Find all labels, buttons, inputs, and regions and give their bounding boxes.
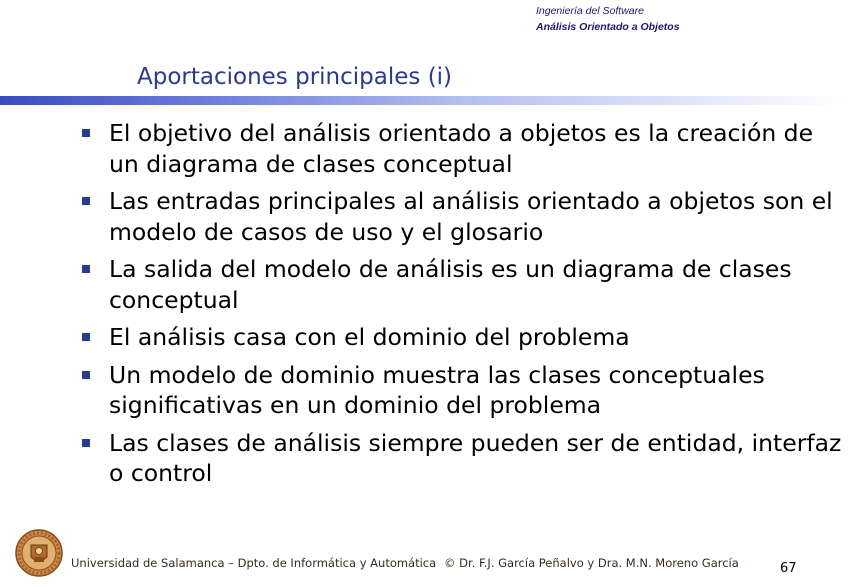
course-header	[536, 3, 680, 35]
bullet-list	[78, 118, 843, 496]
bullet-text: El análisis casa con el dominio del problema	[109, 323, 630, 351]
title-divider-bar	[0, 96, 848, 105]
bullet-item	[78, 360, 843, 421]
course-name: Ingeniería del Software	[536, 5, 644, 17]
bullet-text: Las clases de análisis siempre pueden ser de entidad, interfaz o control	[109, 428, 842, 487]
bullet-item	[78, 428, 843, 489]
bullet-item	[78, 118, 843, 179]
footer-authors: © Dr. F.J. García Peñalvo y Dra. M.N. Moreno García	[444, 556, 739, 570]
bullet-item	[78, 254, 843, 315]
bullet-text: El objetivo del análisis orientado a objetos es la creación de un diagrama de clases conceptual	[109, 119, 814, 178]
bullet-item	[78, 322, 843, 353]
bullet-text: Las entradas principales al análisis orientado a objetos son el modelo de casos de uso y el glosario	[109, 187, 833, 246]
footer-institution: Universidad de Salamanca – Dpto. de Informática y Automática	[71, 556, 437, 570]
square-bullet-icon	[82, 439, 90, 447]
bullet-text: Un modelo de dominio muestra las clases conceptuales significativas en un dominio del problema	[109, 360, 765, 419]
slide-title: Aportaciones principales (i)	[137, 64, 453, 90]
square-bullet-icon	[82, 265, 90, 273]
university-seal-icon	[15, 529, 63, 577]
bullet-text: La salida del modelo de análisis es un diagrama de clases conceptual	[109, 255, 792, 314]
page-number: 67	[780, 561, 797, 576]
square-bullet-icon	[82, 197, 90, 205]
square-bullet-icon	[82, 333, 90, 341]
course-topic: Análisis Orientado a Objetos	[536, 21, 680, 33]
square-bullet-icon	[82, 371, 90, 379]
bullet-item	[78, 186, 843, 247]
square-bullet-icon	[82, 129, 90, 137]
